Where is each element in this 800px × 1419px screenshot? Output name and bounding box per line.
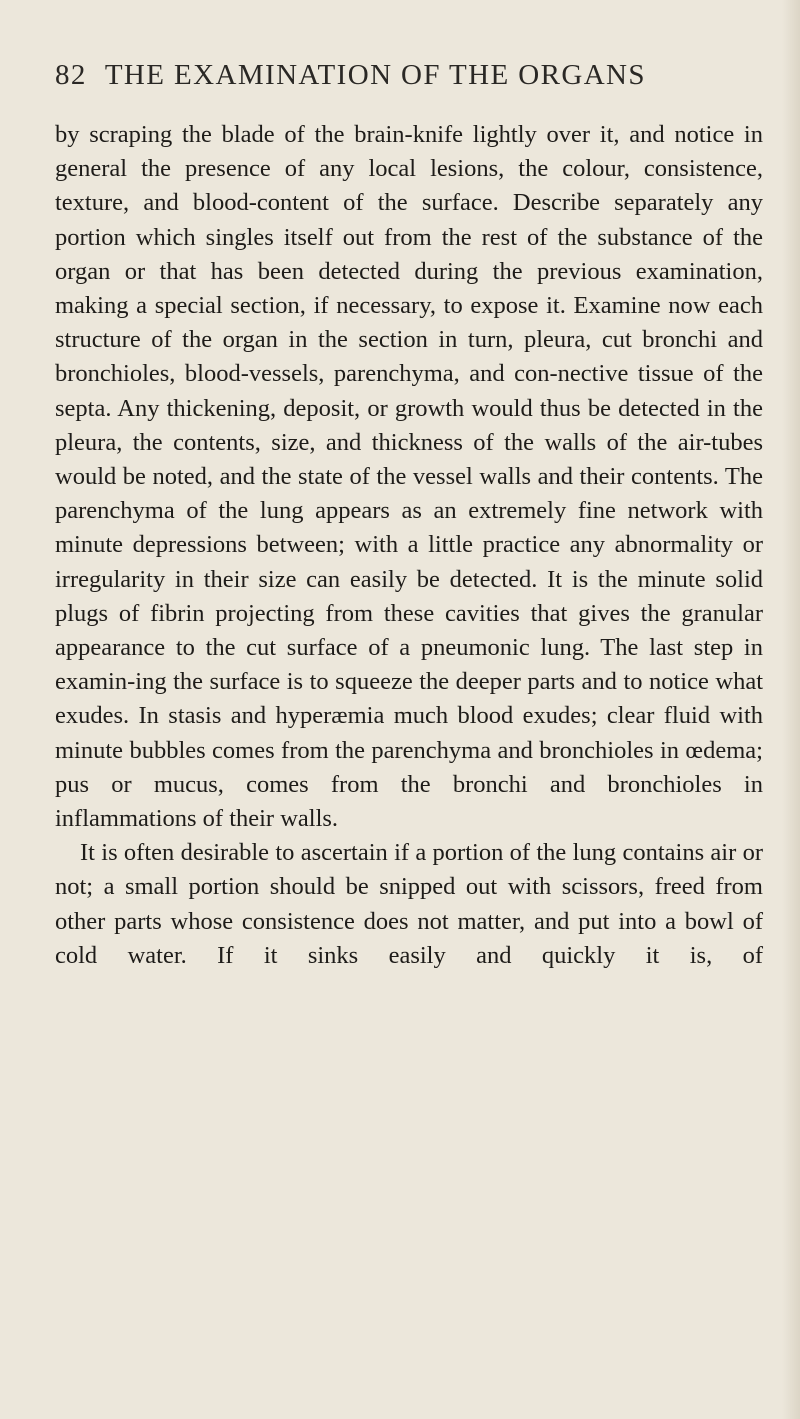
running-head: [55, 58, 745, 92]
page-edge-shadow: [782, 0, 800, 1419]
page-number: 82: [55, 59, 87, 91]
running-title: THE EXAMINATION OF THE ORGANS: [104, 59, 646, 91]
paragraph: by scraping the blade of the brain-knife lightly over it, and notice in general the presence of any local lesions, the colour, consistence, texture, and blood-content of the surface. Describe separately any portion which singles itself out from the rest of the substance of the organ or that has been detected during the previous examination, making a special section, if necessary, to expose it. Examine now each structure of the organ in the section in turn, pleura, cut bronchi and bronchioles, blood-vessels, parenchyma, and con-nective tissue of the septa. Any thickening, deposit, or growth would thus be detected in the pleura, the contents, size, and thickness of the walls of the air-tubes would be noted, and the state of the vessel walls and their contents. The parenchyma of the lung appears as an extremely fine network with minute depressions between; with a little practice any abnormality or irregularity in their size can easily be detected. It is the minute solid plugs of fibrin projecting from these cavities that gives the granular appearance to the cut surface of a pneumonic lung. The last step in examin-ing the surface is to squeeze the deeper parts and to notice what exudes. In stasis and hyperæmia much blood exudes; clear fluid with minute bubbles comes from the parenchyma and bronchioles in œdema; pus or mucus, comes from the bronchi and bronchioles in inflammations of their walls.: [55, 121, 763, 833]
body-text: [55, 118, 763, 973]
paragraph: It is often desirable to ascertain if a portion of the lung contains air or not; a small portion should be snipped out with scissors, freed from other parts whose consistence does not matter, and put into a bowl of cold water. If it sinks easily and quickly it is, of: [55, 839, 763, 969]
